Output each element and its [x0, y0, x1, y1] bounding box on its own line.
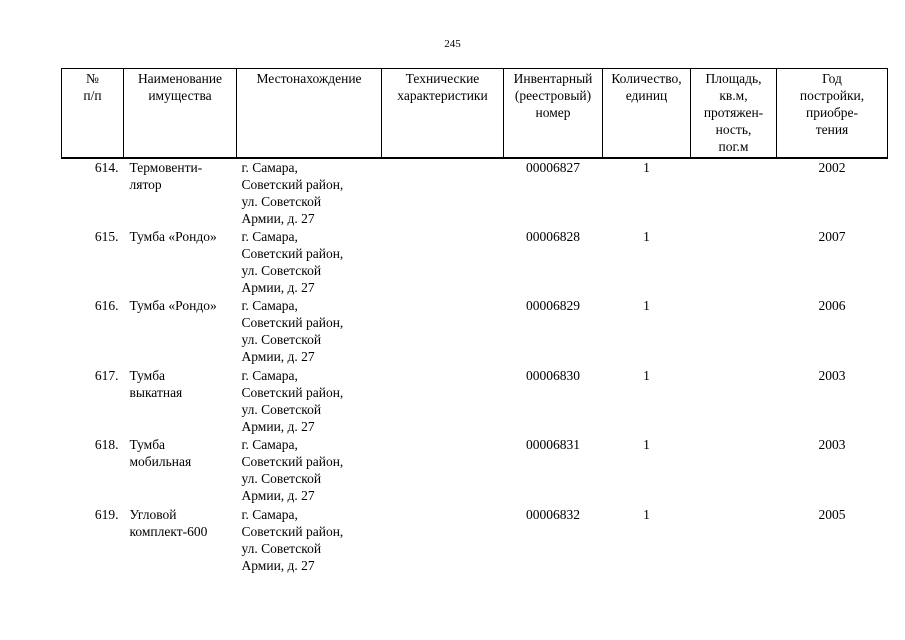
table-row [62, 367, 888, 437]
property-registry-table [61, 68, 888, 575]
table-row [62, 228, 888, 298]
header-area: Площадь, кв.м, протяжен- ность, пог.м [691, 69, 777, 159]
table-row [62, 297, 888, 367]
area [691, 158, 777, 228]
row-number: 618. [94, 437, 119, 452]
inventory-number: 00006831 [526, 437, 580, 452]
technical-specs [382, 367, 504, 437]
location: г. Самара, Советский район, ул. Советской Армии, д. 27 [241, 506, 344, 573]
quantity: 1 [643, 298, 650, 313]
row-number: 619. [94, 506, 119, 522]
technical-specs [382, 506, 504, 576]
table-header [62, 69, 888, 159]
quantity: 1 [643, 506, 650, 522]
header-row [62, 69, 888, 159]
inventory-number: 00006832 [526, 506, 580, 522]
header-quantity: Количество, единиц [603, 69, 691, 159]
year: 2006 [818, 298, 846, 313]
location: г. Самара, Советский район, ул. Советской Армии, д. 27 [241, 228, 344, 295]
quantity: 1 [643, 228, 650, 244]
inventory-number: 00006830 [526, 367, 580, 383]
table-row [62, 506, 888, 576]
row-number: 616. [94, 298, 119, 313]
technical-specs [382, 436, 504, 506]
property-name: Тумба «Рондо» [129, 228, 217, 244]
header-row-number: № п/п [62, 69, 124, 159]
area [691, 228, 777, 298]
location: г. Самара, Советский район, ул. Советской Армии, д. 27 [241, 160, 344, 226]
header-property-name: Наименование имущества [124, 69, 237, 159]
header-technical-specs: Технические характеристики [382, 69, 504, 159]
year: 2007 [818, 228, 846, 244]
inventory-number: 00006827 [526, 160, 580, 175]
technical-specs [382, 228, 504, 298]
row-number: 614. [94, 160, 119, 175]
technical-specs [382, 158, 504, 228]
header-inventory-number: Инвентарный (реестровый) номер [504, 69, 603, 159]
page-number: 245 [444, 38, 461, 50]
inventory-number: 00006828 [526, 228, 580, 244]
quantity: 1 [643, 160, 650, 175]
year: 2002 [818, 160, 846, 175]
location: г. Самара, Советский район, ул. Советской Армии, д. 27 [241, 437, 344, 503]
property-name: Тумба выкатная [129, 367, 183, 400]
location: г. Самара, Советский район, ул. Советской Армии, д. 27 [241, 367, 344, 434]
area [691, 367, 777, 437]
row-number: 615. [94, 228, 119, 244]
header-location: Местонахождение [237, 69, 382, 159]
table-row [62, 436, 888, 506]
property-name: Тумба «Рондо» [129, 298, 217, 313]
row-number: 617. [94, 367, 119, 383]
quantity: 1 [643, 367, 650, 383]
inventory-number: 00006829 [526, 298, 580, 313]
area [691, 436, 777, 506]
year: 2003 [818, 367, 846, 383]
quantity: 1 [643, 437, 650, 452]
property-name: Тумба мобильная [129, 437, 192, 469]
year: 2003 [818, 437, 846, 452]
technical-specs [382, 297, 504, 367]
table-row [62, 158, 888, 228]
area [691, 297, 777, 367]
property-name: Термовенти- лятор [129, 160, 203, 192]
location: г. Самара, Советский район, ул. Советской Армии, д. 27 [241, 298, 344, 364]
property-name: Угловой комплект-600 [129, 506, 208, 539]
area [691, 506, 777, 576]
header-year: Год постройки, приобре- тения [777, 69, 888, 159]
table-body [62, 158, 888, 575]
year: 2005 [818, 506, 846, 522]
